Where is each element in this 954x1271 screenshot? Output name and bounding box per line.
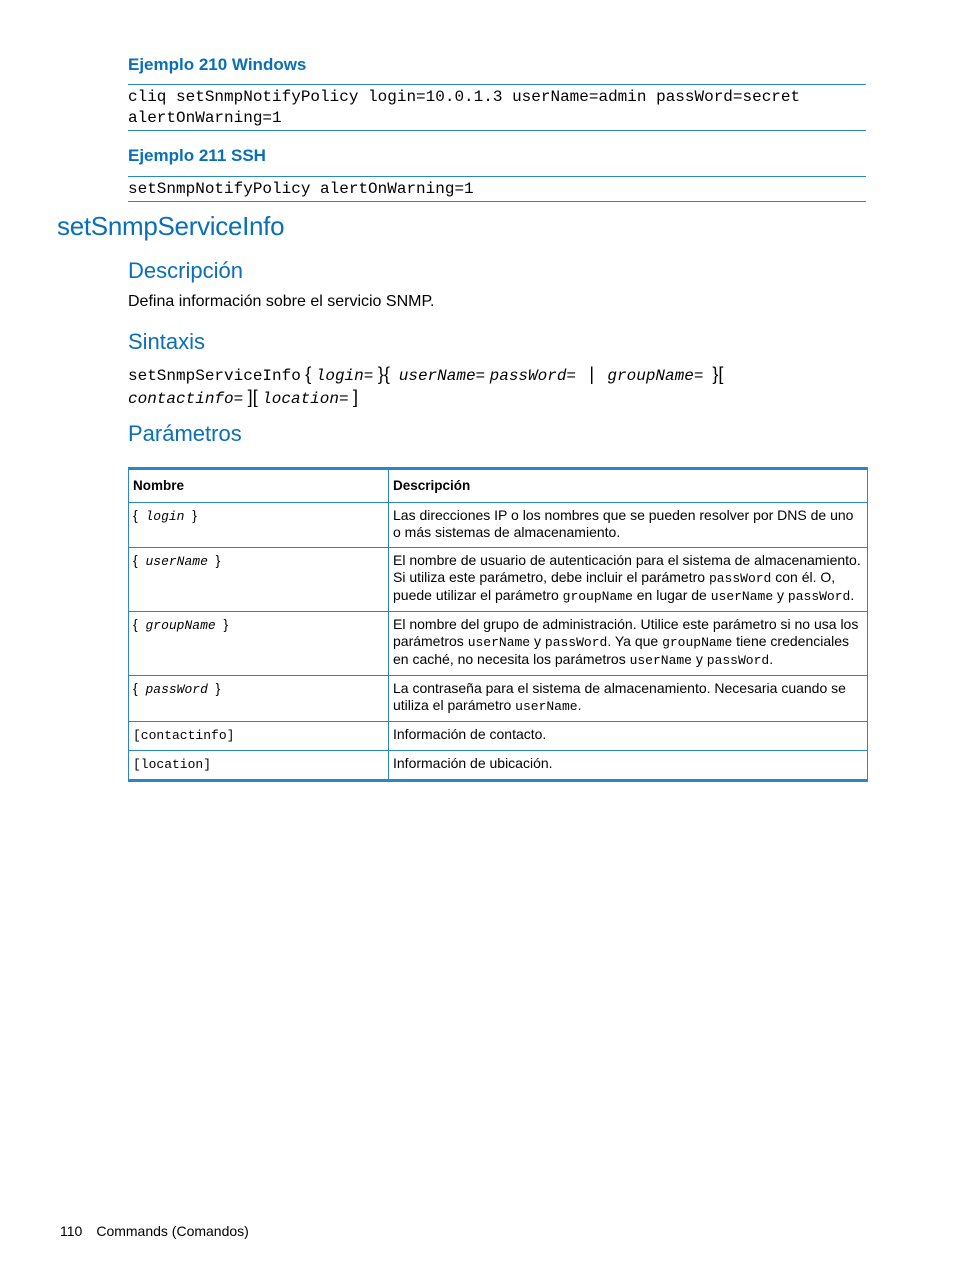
table-row (129, 503, 868, 548)
example-211-code (128, 176, 866, 202)
code-line: cliq setSnmpNotifyPolicy login=10.0.1.3 userName=admin passWord=secret (128, 88, 801, 106)
syntax-brace: } (377, 364, 384, 384)
desc-text: y (773, 587, 788, 603)
brace: } (215, 552, 221, 568)
column-header-description: Descripción (389, 469, 868, 503)
syntax-brace: { (383, 364, 390, 384)
syntax-username: userName= (398, 367, 486, 385)
brace: { (133, 616, 138, 632)
example-210-code (128, 84, 866, 131)
example-210-title: Ejemplo 210 Windows (128, 55, 307, 74)
param-name: login (145, 509, 185, 524)
brace: { (133, 507, 138, 523)
param-desc-cell: Información de ubicación. (389, 751, 868, 781)
syntax-bracket: [ (718, 364, 724, 384)
table-row (129, 612, 868, 676)
brace: { (133, 552, 138, 568)
syntax-bracket: [ (252, 387, 258, 407)
code-line: alertOnWarning=1 (128, 109, 282, 127)
param-name-cell (129, 751, 389, 781)
page-footer (60, 1223, 263, 1239)
syntax-command: setSnmpServiceInfo (128, 367, 301, 385)
syntax-pipe: | (589, 364, 595, 384)
desc-text: . (769, 651, 774, 667)
param-name-cell (129, 612, 389, 676)
syntax-heading: Sintaxis (128, 329, 206, 354)
param-desc-cell (389, 612, 868, 676)
inline-code: userName (710, 589, 774, 604)
table-header-row (129, 469, 868, 503)
syntax-password: passWord= (489, 367, 577, 385)
column-header-name: Nombre (129, 469, 389, 503)
table-row (129, 751, 868, 781)
param-name: groupName (145, 618, 216, 633)
section-title: setSnmpServiceInfo (57, 211, 285, 241)
syntax-groupname: groupName= (607, 367, 704, 385)
inline-code: passWord (787, 589, 851, 604)
desc-text: con él. O, puede utilizar el parámetro (393, 569, 836, 603)
code-line: setSnmpNotifyPolicy alertOnWarning=1 (128, 180, 474, 198)
desc-text: . Ya que (607, 633, 663, 649)
param-name: [contactinfo] (133, 728, 235, 743)
parameters-table (128, 467, 868, 782)
desc-text: El nombre del grupo de administración. Utilice este parámetro si no usa los parámetros (393, 616, 859, 649)
brace: } (223, 616, 229, 632)
footer-section: Commands (Comandos) (96, 1223, 249, 1239)
param-desc-cell (389, 676, 868, 722)
inline-code: userName (515, 699, 578, 714)
page-number: 110 (60, 1223, 83, 1239)
param-desc-cell (389, 548, 868, 612)
param-name-cell (129, 722, 389, 751)
param-desc-cell: Las direcciones IP o los nombres que se pueden resolver por DNS de uno o más sistemas de almacenamiento. (389, 503, 868, 548)
syntax-block (128, 364, 868, 410)
syntax-brace: } (712, 364, 719, 384)
table-row (129, 548, 868, 612)
param-name: passWord (145, 682, 208, 697)
inline-code: passWord (708, 571, 772, 586)
inline-code: passWord (544, 635, 608, 650)
desc-text: en lugar de (632, 587, 711, 603)
desc-text: tiene credenciales en caché, no necesita los parámetros (393, 633, 850, 667)
syntax-brace: { (305, 364, 312, 384)
parameters-heading: Parámetros (128, 421, 242, 446)
inline-code: groupName (562, 589, 633, 604)
desc-text: . (577, 697, 582, 713)
desc-text: y (530, 633, 545, 649)
syntax-bracket: ] (353, 387, 359, 407)
description-heading: Descripción (128, 258, 243, 283)
param-desc-cell: Información de contacto. (389, 722, 868, 751)
example-211-title: Ejemplo 211 SSH (128, 146, 266, 165)
param-name: userName (145, 554, 208, 569)
syntax-location: location= (262, 390, 349, 408)
inline-code: userName (467, 635, 531, 650)
syntax-bracket: ] (247, 387, 253, 407)
inline-code: userName (629, 653, 692, 668)
desc-text: . (850, 587, 855, 603)
brace: { (133, 680, 138, 696)
desc-text: La contraseña para el sistema de almacenamiento. Necesaria cuando se utiliza el parámetro (393, 680, 846, 713)
table-row (129, 676, 868, 722)
param-name-cell (129, 548, 389, 612)
description-text: Defina información sobre el servicio SNMP. (128, 293, 435, 310)
desc-text: y (692, 651, 707, 667)
inline-code: groupName (662, 635, 733, 650)
inline-code: passWord (706, 653, 770, 668)
syntax-login: login= (315, 367, 374, 385)
syntax-contactinfo: contactinfo= (128, 390, 244, 408)
brace: } (192, 507, 197, 523)
param-name-cell (129, 676, 389, 722)
table-row (129, 722, 868, 751)
param-name-cell (129, 503, 389, 548)
desc-text: El nombre de usuario de autenticación para el sistema de almacenamiento. Si utiliza este parámetro, debe incluir el parámetro (393, 552, 861, 585)
brace: } (215, 680, 221, 696)
param-name: [location] (133, 757, 212, 772)
